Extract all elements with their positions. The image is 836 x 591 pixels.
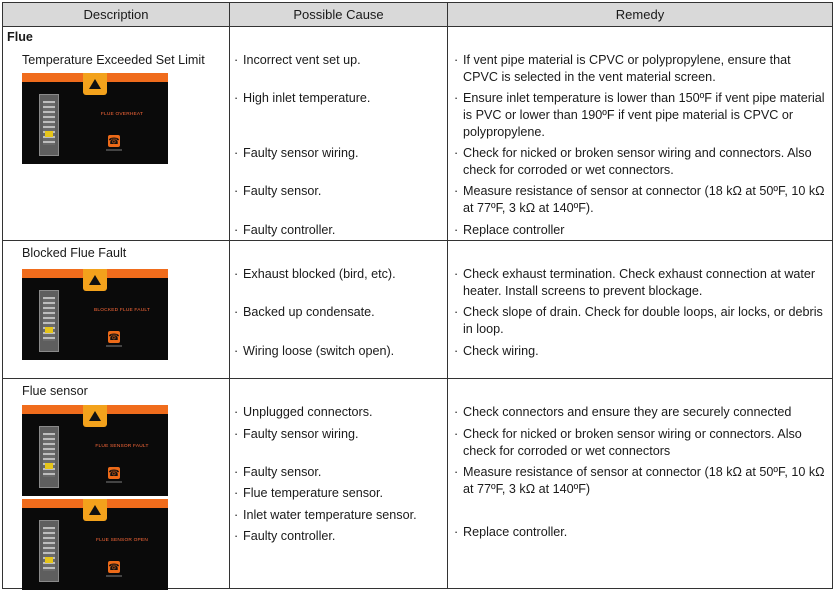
- list-item: · Faulty sensor.: [234, 184, 322, 198]
- list-item: · Check for nicked or broken sensor wiring and connectors. Also check for corroded or wet connectors.: [454, 146, 812, 177]
- row-description: Blocked Flue Fault: [22, 246, 127, 260]
- warning-icon: [83, 269, 107, 291]
- phone-icon: ☎: [108, 332, 120, 342]
- warning-icon: [83, 73, 107, 95]
- list-item: · Wiring loose (switch open).: [234, 344, 395, 358]
- list-item: · Exhaust blocked (bird, etc).: [234, 267, 396, 281]
- list-item: · Check slope of drain. Check for double loops, air locks, or debris in loop.: [454, 305, 823, 336]
- list-item: · Replace controller.: [454, 525, 568, 539]
- list-item: · Faulty sensor wiring.: [234, 427, 359, 441]
- water-heater-icon: [39, 94, 59, 156]
- list-item: · Measure resistance of sensor at connector (18 kΩ at 50ºF, 10 kΩ at 77ºF, 3 kΩ at 140ºF): [454, 465, 825, 496]
- list-item: · Flue temperature sensor.: [234, 486, 384, 500]
- list-item: · Check connectors and ensure they are securely connected: [454, 405, 792, 419]
- phone-icon: ☎: [108, 468, 120, 478]
- list-item: · Check wiring.: [454, 344, 539, 358]
- header-divider: [2, 26, 833, 27]
- list-item: · Faulty sensor.: [234, 465, 322, 479]
- row-description: Temperature Exceeded Set Limit: [22, 53, 205, 67]
- warning-icon: [83, 499, 107, 521]
- display-message: FLUE SENSOR OPEN: [96, 538, 148, 543]
- row-divider-2: [2, 378, 833, 379]
- phone-icon: ☎: [108, 562, 120, 572]
- display-message: FLUE OVERHEAT: [100, 112, 144, 117]
- list-item: · Faulty sensor wiring.: [234, 146, 359, 160]
- list-item: · Check for nicked or broken sensor wiring or connectors. Also check for corroded or wet connectors: [454, 427, 802, 458]
- troubleshooting-table: [2, 2, 833, 589]
- display-message: FLUE SENSOR FAULT: [95, 444, 149, 449]
- warning-icon: [83, 405, 107, 427]
- list-item: · Backed up condensate.: [234, 305, 375, 319]
- list-item: · Faulty controller.: [234, 223, 336, 237]
- list-item: · Measure resistance of sensor at connector (18 kΩ at 50ºF, 10 kΩ at 77ºF, 3 kΩ at 140ºF).: [454, 184, 825, 215]
- header-remedy: Remedy: [448, 3, 832, 26]
- list-item: · Check exhaust termination. Check exhaust connection at water heater. Install screens to prevent blockage.: [454, 267, 816, 298]
- list-item: · Replace controller: [454, 223, 565, 237]
- header-possible-cause: Possible Cause: [230, 3, 447, 26]
- list-item: · If vent pipe material is CPVC or polypropylene, ensure that CPVC is selected in the vent material screen.: [454, 53, 791, 84]
- display-panel-image: [22, 73, 168, 164]
- list-item: · Inlet water temperature sensor.: [234, 508, 417, 522]
- list-item: · Faulty controller.: [234, 529, 336, 543]
- display-message: BLOCKED FLUE FAULT: [93, 308, 151, 313]
- display-panel-image: [22, 499, 168, 590]
- column-divider-2: [447, 2, 448, 589]
- header-description: Description: [3, 3, 229, 26]
- display-panel-image: [22, 405, 168, 496]
- table-border-left: [2, 2, 3, 589]
- water-heater-icon: [39, 520, 59, 582]
- row-divider-1: [2, 240, 833, 241]
- display-panel-image: [22, 269, 168, 360]
- section-title: Flue: [7, 30, 33, 44]
- row-description: Flue sensor: [22, 384, 88, 398]
- column-divider-1: [229, 2, 230, 589]
- list-item: · Ensure inlet temperature is lower than 150ºF if vent pipe material is PVC or lower than 190ºF if vent pipe material is CPVC or polypropylene.: [454, 91, 825, 139]
- water-heater-icon: [39, 426, 59, 488]
- list-item: · Incorrect vent set up.: [234, 53, 361, 67]
- list-item: · Unplugged connectors.: [234, 405, 373, 419]
- list-item: · High inlet temperature.: [234, 91, 371, 105]
- table-border-right: [832, 2, 833, 589]
- water-heater-icon: [39, 290, 59, 352]
- phone-icon: ☎: [108, 136, 120, 146]
